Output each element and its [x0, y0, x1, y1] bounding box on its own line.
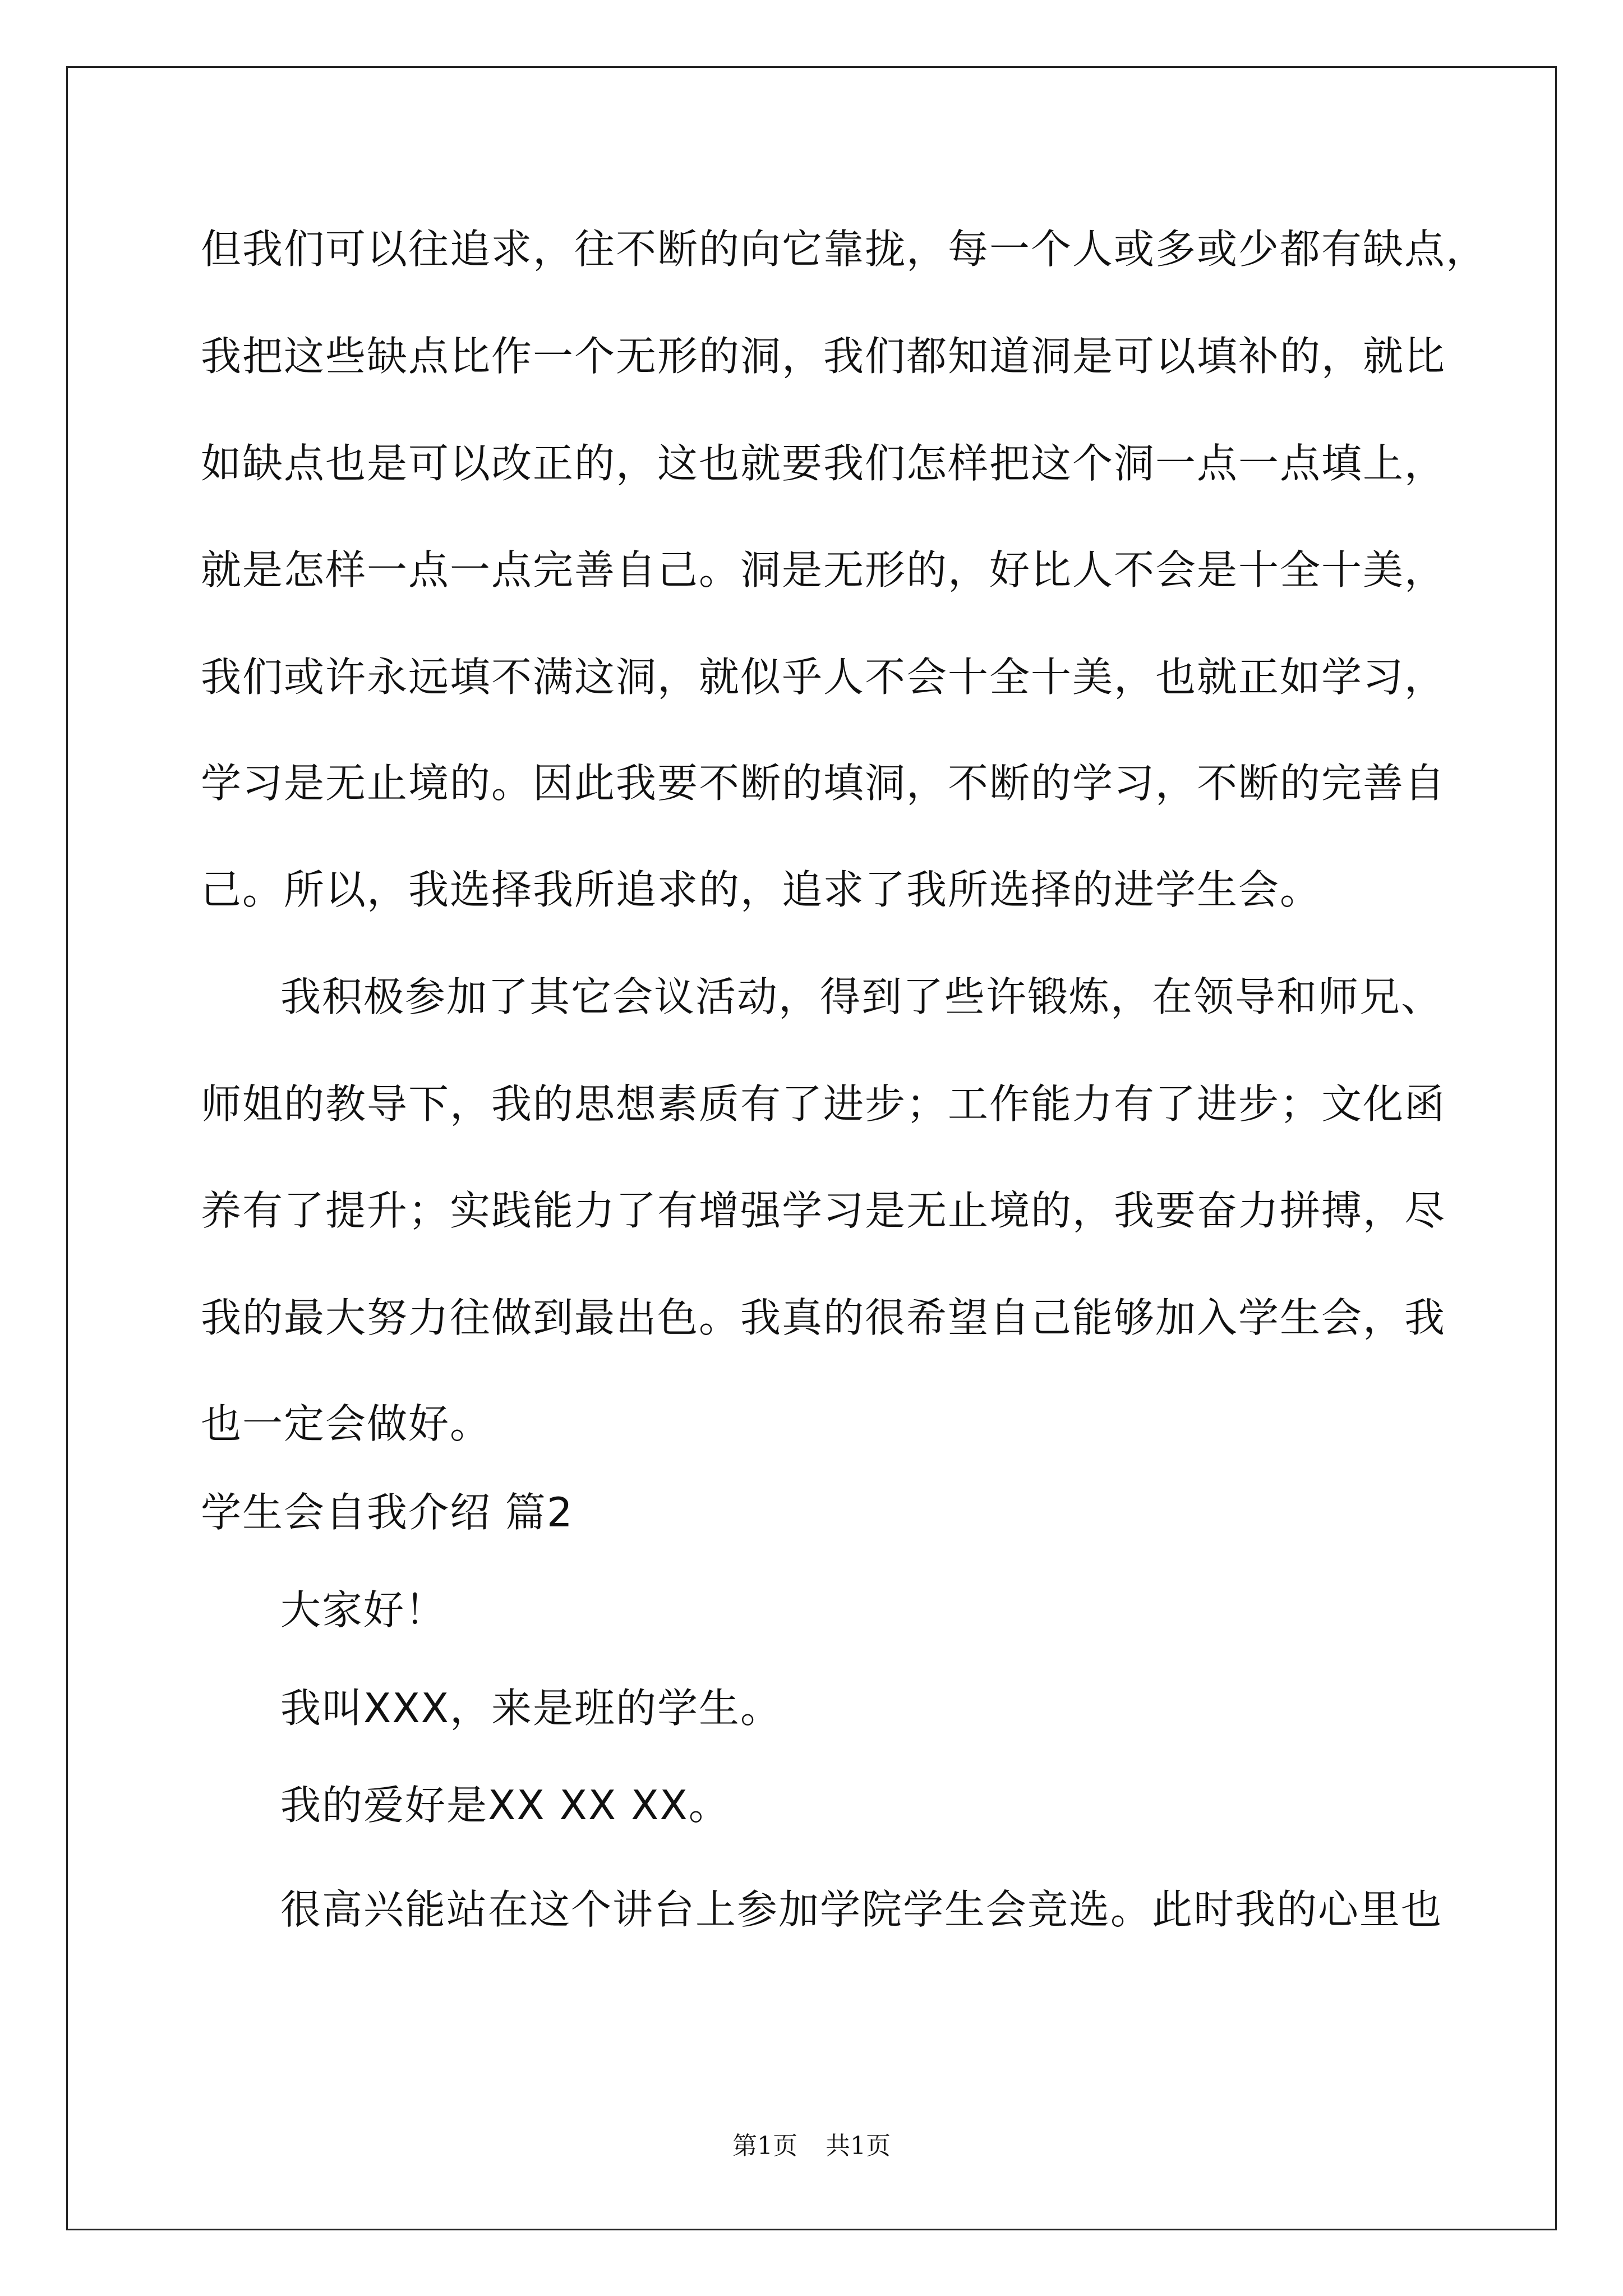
body-line-3: 如缺点也是可以改正的，这也就要我们怎样把这个洞一点一点填上，: [201, 440, 1446, 487]
body-line-2: 我把这些缺点比作一个无形的洞，我们都知道洞是可以填补的，就比: [201, 333, 1446, 380]
body-line-9: 师姐的教导下，我的思想素质有了进步；工作能力有了进步；文化函: [201, 1080, 1446, 1128]
body-line-11: 我的最大努力往做到最出色。我真的很希望自己能够加入学生会，我: [201, 1294, 1446, 1341]
page-footer: [0, 2129, 1623, 2163]
body-line-1: 但我们可以往追求，往不断的向它靠拢，每一个人或多或少都有缺点，: [201, 226, 1488, 273]
body-line-5: 我们或许永远填不满这洞，就似乎人不会十全十美，也就正如学习，: [201, 654, 1446, 701]
body-line-12: 也一定会做好。: [201, 1400, 492, 1447]
paragraph-start-line: 我积极参加了其它会议活动，得到了些许锻炼，在领导和师兄、: [280, 973, 1443, 1020]
intro-line: 我叫XXX，来是班的学生。: [280, 1685, 782, 1732]
body-line-6: 学习是无止境的。因此我要不断的填洞，不断的学习，不断的完善自: [201, 760, 1446, 807]
body-line-10: 养有了提升；实践能力了有增强学习是无止境的，我要奋力拼搏，尽: [201, 1187, 1446, 1234]
greeting-line: 大家好！: [280, 1586, 447, 1634]
page-number: 第1页: [732, 2132, 797, 2160]
body-line-4: 就是怎样一点一点完善自己。洞是无形的，好比人不会是十全十美，: [201, 546, 1446, 593]
page-total: 共1页: [826, 2132, 891, 2160]
section-heading: 学生会自我介绍 篇2: [201, 1489, 574, 1536]
body-line-7: 己。所以，我选择我所追求的，追求了我所选择的进学生会。: [201, 866, 1322, 913]
hobby-line: 我的爱好是XX XX XX。: [280, 1782, 730, 1829]
body-line-17: 很高兴能站在这个讲台上参加学院学生会竞选。此时我的心里也: [280, 1886, 1443, 1933]
